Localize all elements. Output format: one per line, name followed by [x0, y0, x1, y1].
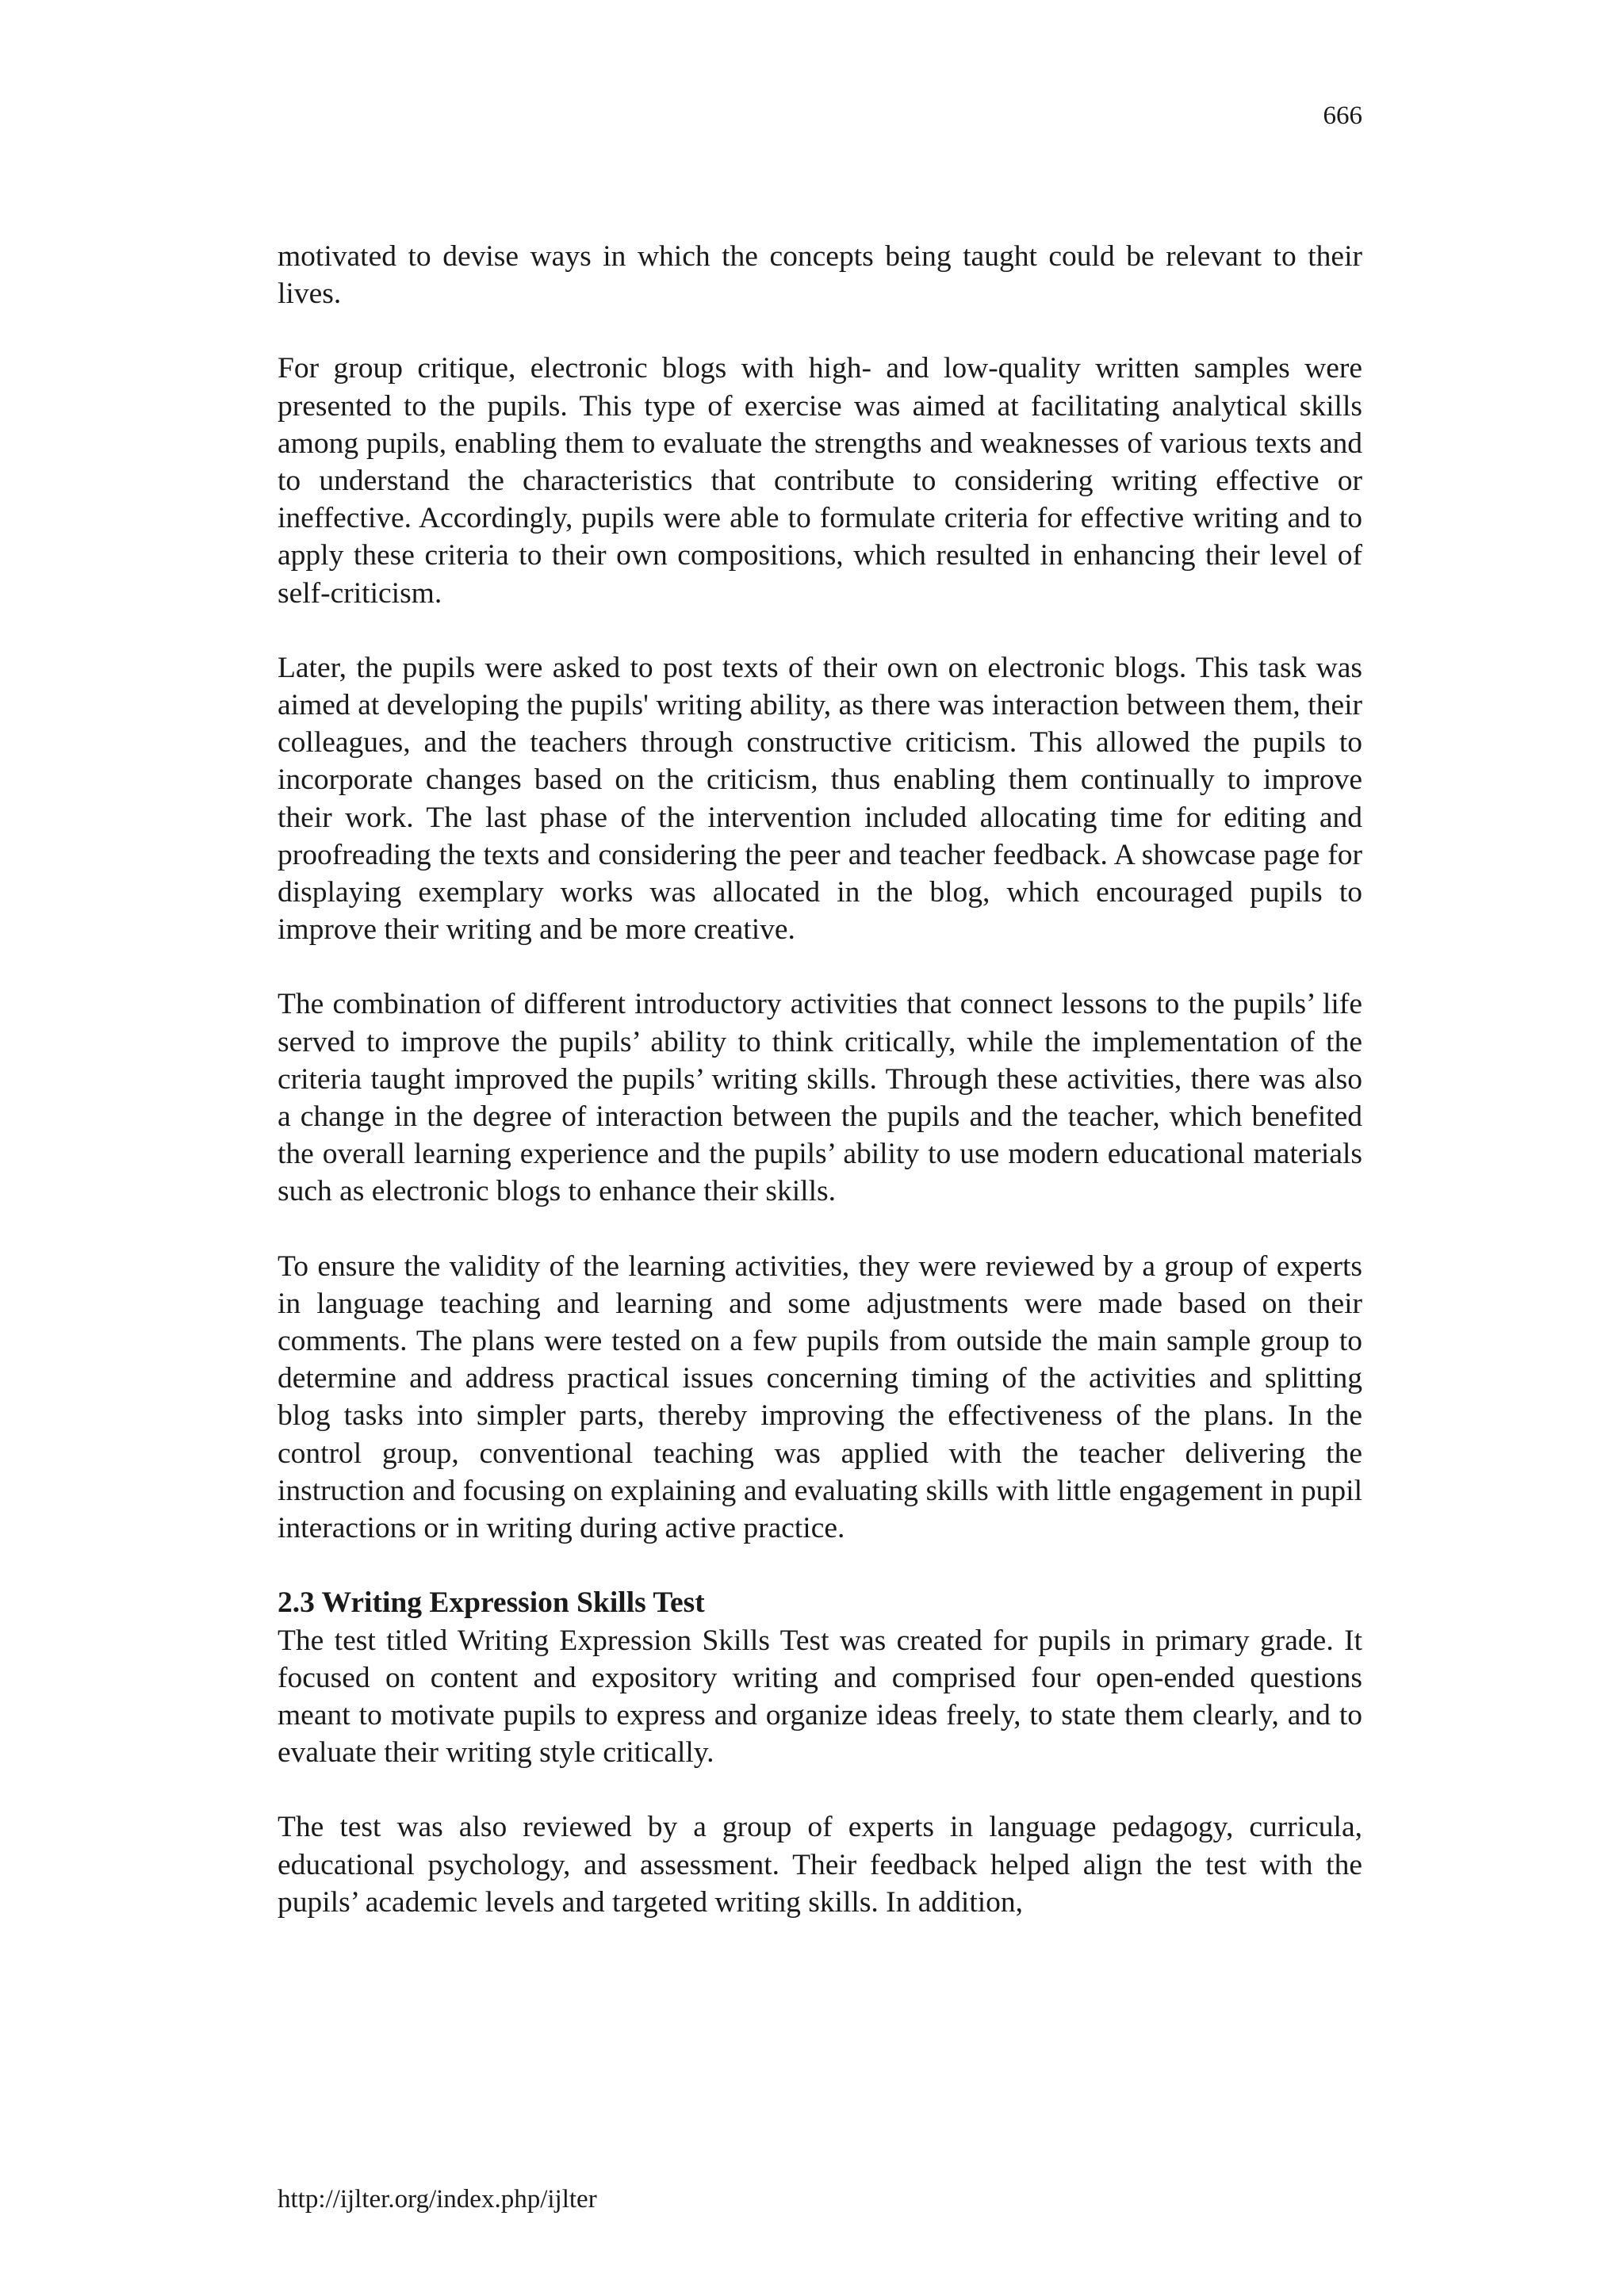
paragraph-5: To ensure the validity of the learning activities, they were reviewed by a group of experts in language teaching and learning and some adjustments were made based on their comments. The plans were tested on a few pupils from outside the main sample group to determine and address practical issues concerning timing of the activities and splitting blog tasks into simpler parts, thereby improving the effectiveness of the plans. In the control group, conventional teaching was applied with the teacher delivering the instruction and focusing on explaining and evaluating skills with little engagement in pupil interactions or in writing during active practice.	[278, 1249, 1362, 1545]
article-body	[278, 238, 1362, 1958]
page-number: 666	[1323, 101, 1362, 130]
paragraph-1: motivated to devise ways in which the concepts being taught could be relevant to their lives.	[278, 240, 1362, 311]
paragraph-3: Later, the pupils were asked to post texts of their own on electronic blogs. This task was aimed at developing the pupils' writing ability, as there was interaction between them, their colleagues, and the teachers through constructive criticism. This allowed the pupils to incorporate changes based on the criticism, thus enabling them continually to improve their work. The last phase of the intervention included allocating time for editing and proofreading the texts and considering the peer and teacher feedback. A showcase page for displaying exemplary works was allocated in the blog, which encouraged pupils to improve their writing and be more creative.	[278, 651, 1362, 947]
section-heading: 2.3 Writing Expression Skills Test	[278, 1586, 705, 1620]
paragraph-2: For group critique, electronic blogs with high- and low-quality written samples were presented to the pupils. This type of exercise was aimed at facilitating analytical skills among pupils, enabling them to evaluate the strengths and weaknesses of various texts and to understand the characteristics that contribute to considering writing effective or ineffective. Accordingly, pupils were able to formulate criteria for effective writing and to apply these criteria to their own compositions, which resulted in enhancing their level of self-criticism.	[278, 352, 1362, 610]
footer-url: http://ijlter.org/index.php/ijlter	[278, 2185, 597, 2214]
section-paragraph-2: The test was also reviewed by a group of experts in language pedagogy, curricula, educational psychology, and assessment. Their feedback helped align the test with the pupils’ academic levels and targeted writing skills. In addition,	[278, 1811, 1362, 1919]
section-paragraph-1: The test titled Writing Expression Skills Test was created for pupils in primary grade. It focused on content and expository writing and comprised four open-ended questions meant to motivate pupils to express and organize ideas freely, to state them clearly, and to evaluate their writing style critically.	[278, 1624, 1362, 1770]
paragraph-4: The combination of different introductory activities that connect lessons to the pupils’ life served to improve the pupils’ ability to think critically, while the implementation of the criteria taught improved the pupils’ writing skills. Through these activities, there was also a change in the degree of interaction between the pupils and the teacher, which benefited the overall learning experience and the pupils’ ability to use modern educational materials such as electronic blogs to enhance their skills.	[278, 988, 1362, 1208]
